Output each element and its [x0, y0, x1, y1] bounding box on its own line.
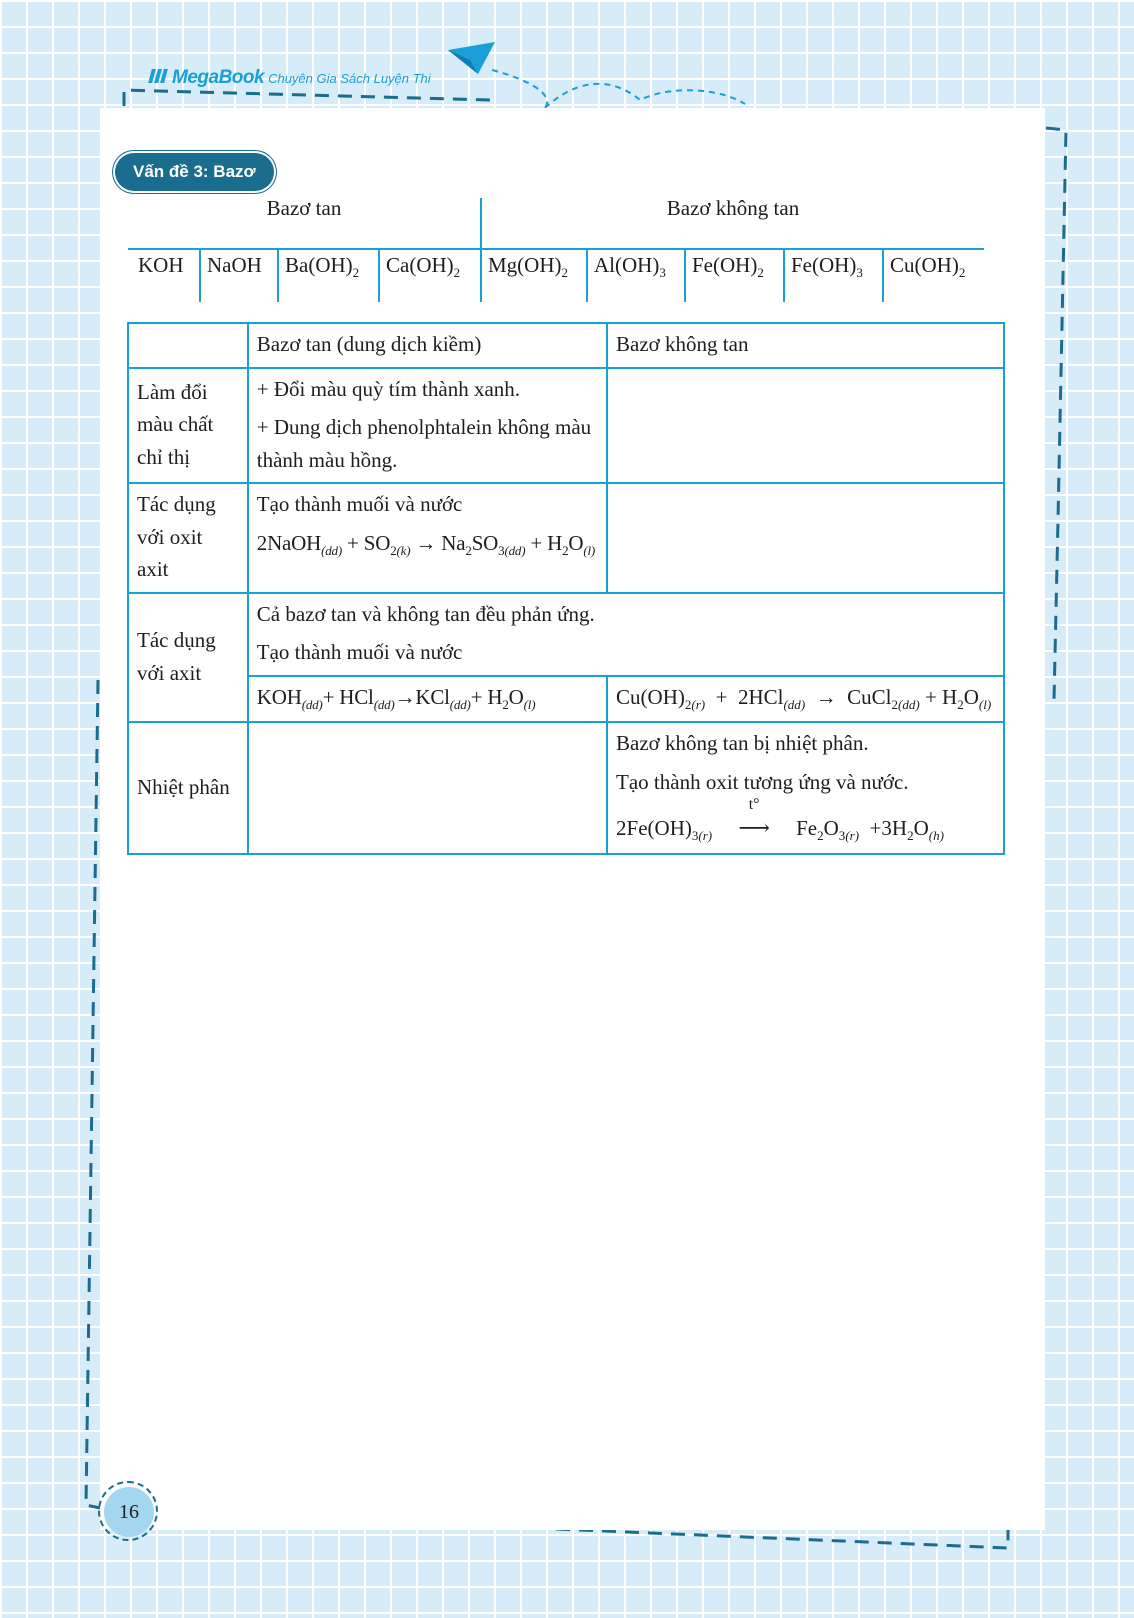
formula-feoh3: $Fe(OH)_3$ — [783, 250, 882, 302]
heat-condition: t° — [748, 796, 760, 814]
insoluble-group-label: Bazơ không tan — [666, 196, 800, 220]
table-header-row — [128, 323, 1004, 368]
indicator-litmus: + Đổi màu quỳ tím thành xanh. — [256, 376, 521, 401]
equation-feoh3-decomposition: $2Fe(OH)_{3(r)}$ t° ⟶ $Fe_2O_{3(r)} +3H_2O_{(h)}$ — [616, 796, 944, 844]
base-formula-row — [128, 250, 984, 302]
publisher-logo — [150, 67, 431, 89]
header-insoluble: Bazơ không tan — [607, 323, 1004, 368]
formula-caoh2: $Ca(OH)_2$ — [378, 250, 480, 302]
row-label-thermal: Nhiệt phân — [128, 722, 248, 853]
row-acid-equations — [128, 676, 1004, 722]
equation-cuoh2-hcl: $Cu(OH)_{2(r)} + 2HCl_{(dd)}$ → CuCl$_{2(dd)}$ + $H_2O_{(l)}$ — [616, 684, 992, 713]
row-label-indicator: Làm đổi màu chất chỉ thị — [128, 368, 248, 484]
logo-tagline: Chuyên Gia Sách Luyện Thi — [268, 71, 431, 86]
acid-shared-note: Cả bazơ tan và không tan đều phản ứng. — [256, 601, 595, 626]
cell-thermal-soluble — [248, 722, 607, 853]
cell-indicator-soluble — [248, 368, 607, 484]
acid-shared-product: Tạo thành muối và nước — [256, 640, 463, 665]
properties-table — [127, 322, 1005, 855]
formula-koh: KOH — [138, 253, 184, 277]
formula-mgoh2: $Mg(OH)_2$ — [480, 250, 586, 302]
formula-naoh: NaOH — [199, 250, 277, 302]
thermal-product: Tạo thành oxit tương ứng và nước. — [616, 769, 909, 794]
header-soluble: Bazơ tan (dung dịch kiềm) — [248, 323, 607, 368]
cell-acid-oxide-soluble — [248, 483, 607, 593]
cell-acid-soluble — [248, 676, 607, 722]
page-number: 16 — [104, 1487, 154, 1537]
section-title: Vấn đề 3: Bazơ — [115, 153, 274, 191]
formula-baoh2: $Ba(OH)_2$ — [277, 250, 378, 302]
cell-indicator-insoluble — [607, 368, 1004, 484]
formula-aloh3: $Al(OH)_3$ — [586, 250, 684, 302]
equation-naoh-so2: 2NaOH$_{(dd)}$ + $SO_{2(k)} \to Na_2SO_{3(dd)} + H_2O_{(l)}$ — [256, 530, 596, 558]
soluble-group-label: Bazơ tan — [266, 196, 342, 220]
cell-acid-insoluble — [607, 676, 1004, 722]
row-thermal — [128, 722, 1004, 853]
thermal-note: Bazơ không tan bị nhiệt phân. — [616, 731, 869, 756]
row-label-acid-oxide: Tác dụng với oxit axit — [128, 483, 248, 593]
row-acid-shared — [128, 593, 1004, 676]
formula-cuoh2: $Cu(OH)_2$ — [882, 250, 984, 302]
header-empty-cell — [128, 323, 248, 368]
logo-brand: MegaBook — [172, 67, 265, 88]
indicator-phenolphthalein: + Dung dịch phenolphtalein không màu thành màu hồng. — [256, 415, 592, 472]
cell-acid-shared — [248, 593, 1004, 676]
formula-feoh2: $Fe(OH)_2$ — [684, 250, 783, 302]
paper-plane-icon — [448, 42, 495, 74]
row-indicator — [128, 368, 1004, 484]
equation-koh-hcl: $KOH_{(dd)}+ HCl_{(dd)}\to KCl_{(dd)}+ H_2O_{(l)}$ — [256, 684, 536, 713]
row-label-acid: Tác dụng với axit — [128, 593, 248, 722]
cell-acid-oxide-insoluble — [607, 483, 1004, 593]
acid-oxide-product: Tạo thành muối và nước — [256, 492, 463, 517]
logo-bars-icon — [150, 69, 166, 83]
row-acid-oxide — [128, 483, 1004, 593]
cell-thermal-insoluble — [607, 722, 1004, 853]
